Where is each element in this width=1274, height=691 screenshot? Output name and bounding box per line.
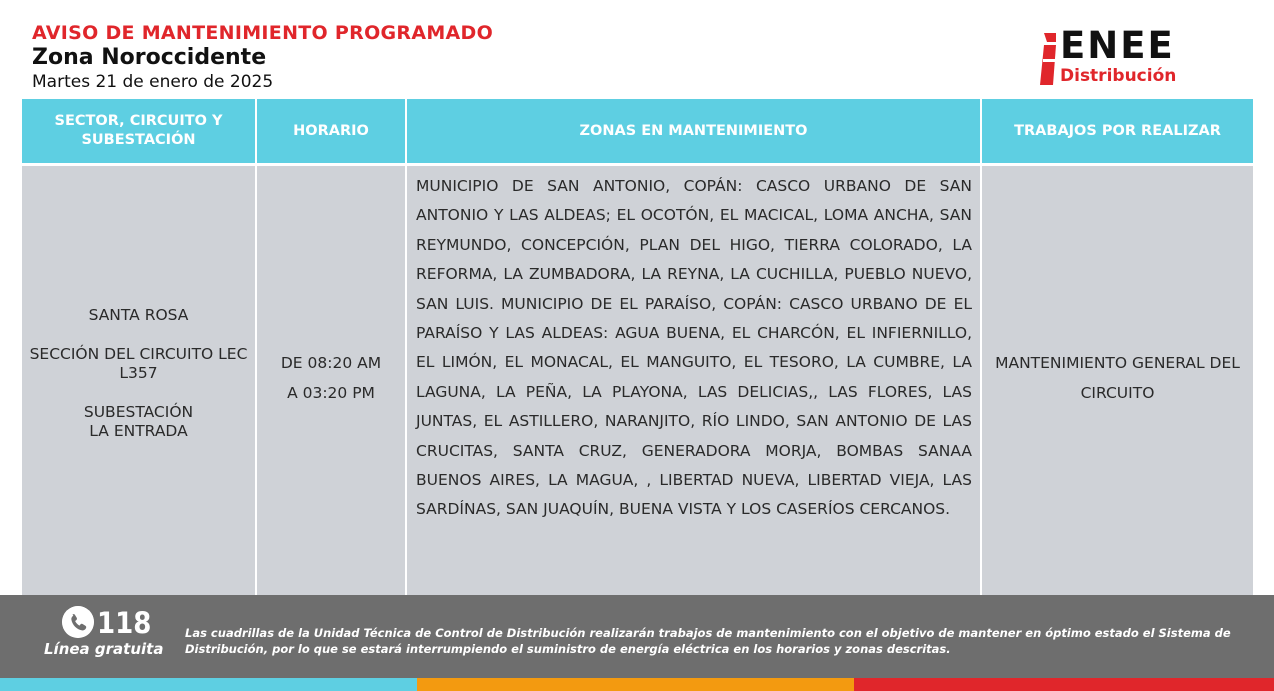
circuit-name: SECCIÓN DEL CIRCUITO LEC L357	[29, 344, 248, 382]
time-from: DE 08:20 AM	[280, 354, 382, 372]
substation-label: SUBESTACIÓN	[83, 402, 194, 421]
table-header-row	[22, 99, 1253, 163]
stripe-orange	[417, 678, 854, 691]
notice-date: Martes 21 de enero de 2025	[32, 72, 274, 92]
notice-header	[32, 20, 792, 93]
cell-sector	[22, 166, 255, 596]
header-sector: SECTOR, CIRCUITO Y SUBESTACIÓN	[22, 99, 255, 163]
table-row	[22, 166, 1253, 596]
phone-number: 118	[97, 606, 152, 640]
work-text: MANTENIMIENTO GENERAL DEL CIRCUITO	[995, 354, 1240, 402]
maintenance-table	[22, 99, 1253, 596]
footer-bar	[0, 595, 1274, 678]
stripe-red	[854, 678, 1274, 691]
sector-block	[22, 306, 255, 442]
enee-logo-word: ENEE	[1060, 24, 1175, 67]
header-zonas: ZONAS EN MANTENIMIENTO	[407, 99, 980, 163]
header-horario: HORARIO	[257, 99, 405, 163]
enee-logo	[1038, 24, 1218, 88]
sector-name: SANTA ROSA	[88, 306, 189, 324]
header-trabajos: TRABAJOS POR REALIZAR	[982, 99, 1253, 163]
enee-logo-mark-icon	[1040, 33, 1056, 85]
enee-logo-sub: Distribución	[1060, 66, 1177, 86]
schedule-block	[257, 348, 405, 408]
phone-icon	[62, 606, 94, 638]
notice-title: AVISO DE MANTENIMIENTO PROGRAMADO	[32, 22, 494, 44]
phone-label: Línea gratuita	[44, 640, 164, 658]
cell-zonas	[407, 166, 980, 596]
footer-message: Las cuadrillas de la Unidad Técnica de Control de Distribución realizarán trabajos de mantenimiento con el objetivo de mantener en óptimo estado el Sistema de Distribución, por lo que se estará interrumpiendo el suministro de energía eléctrica en los horarios y zonas descritas.	[185, 626, 1231, 656]
substation-name: LA ENTRADA	[89, 422, 188, 440]
time-to: A 03:20 PM	[287, 384, 375, 402]
cell-trabajos	[982, 166, 1253, 596]
zones-text: MUNICIPIO DE SAN ANTONIO, COPÁN: CASCO URBANO DE SAN ANTONIO Y LAS ALDEAS; EL OCOTÓN, EL MACICAL, LOMA ANCHA, SAN REYMUNDO, CONCEPCIÓN, PLAN DEL HIGO, TIERRA COLORADO, LA REFORMA, LA ZUMBADORA, LA REYNA, LA CUCHILLA, PUEBLO NUEVO, SAN LUIS. MUNICIPIO DE EL PARAÍSO, COPÁN: CASCO URBANO DE EL PARAÍSO Y LAS ALDEAS: AGUA BUENA, EL CHARCÓN, EL INFIERNILLO, EL LIMÓN, EL MONACAL, EL MANGUITO, EL TESORO, LA CUMBRE, LA LAGUNA, LA PEÑA, LA PLAYONA, LAS DELICIAS,, LAS FLORES, LAS JUNTAS, EL ASTILLERO, NARANJITO, RÍO LINDO, SAN ANTONIO DE LAS CRUCITAS, SANTA CRUZ, GENERADORA MORJA, BOMBAS SANAA BUENOS AIRES, LA MAGUA, , LIBERTAD NUEVA, LIBERTAD VIEJA, LAS SARDÍNAS, SAN JUAQUÍN, BUENA VISTA Y LOS CASERÍOS CERCANOS.	[416, 177, 972, 519]
zone-title: Zona Noroccidente	[32, 45, 267, 70]
stripe-cyan	[0, 678, 417, 691]
cell-horario	[257, 166, 405, 596]
substation-block	[22, 403, 255, 442]
